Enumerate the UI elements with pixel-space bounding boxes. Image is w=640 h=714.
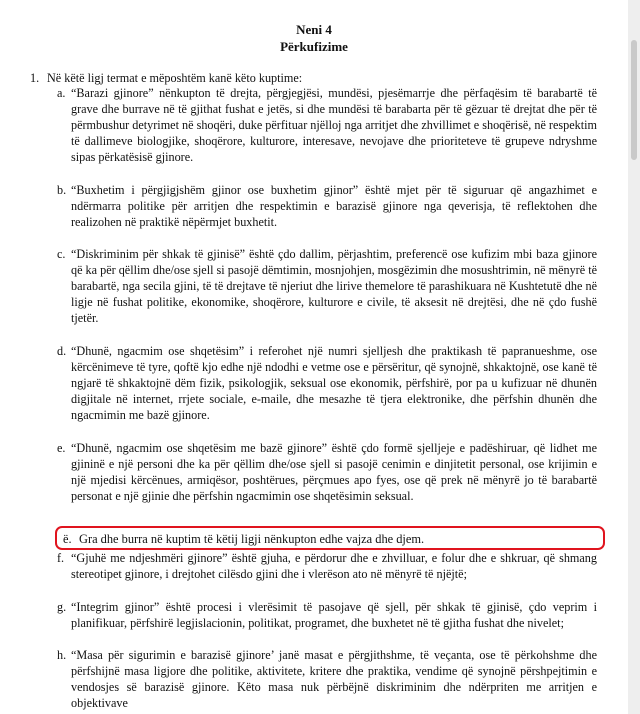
definition-marker: d.: [57, 344, 67, 358]
definition-marker: h.: [57, 648, 67, 662]
scrollbar-thumb[interactable]: [631, 40, 637, 160]
intro-text: Në këtë ligj termat e mëposhtëm kanë këto kuptime:: [47, 71, 303, 85]
highlighted-definition-box: [55, 526, 605, 550]
definition-text: “Integrim gjinor” është procesi i vlerësimit të pasojave që sjell, për shkak të gjinisë, çdo veprim i planifikuar, përfshirë legjislacionin, politikat, programet, dhe buxhetet në të gjitha fushat dhe nivelet;: [71, 600, 597, 630]
definition-b: [57, 182, 597, 230]
definition-text: “Diskriminim për shkak të gjinisë” është çdo dallim, përjashtim, preferencë ose kufizim mbi baza gjinore që ka për qëllim dhe/ose sjell si pasojë dëmtimin, mosnjohjen, mosgëzimin dhe mosushtrimin, në mënyrë të barabartë, nga secila gjini, të të drejtave të njeriut dhe lirive themelore të parashikuara në Kushtetutë dhe në ligje në fushat politike, ekonomike, shoqërore, kulturore e civile, të aksesit në drejtësi, dhe në çdo fushë tjetër.: [71, 247, 597, 325]
definition-g: [57, 599, 597, 631]
definition-marker: c.: [57, 247, 66, 261]
definition-marker: b.: [57, 183, 67, 197]
article-title: Përkufizime: [280, 39, 348, 54]
definition-text: “Masa për sigurimin e barazisë gjinore’ janë masat e përgjithshme, të veçanta, ose të përkohshme dhe përfshijnë masa ligjore dhe politike, aktivitete, kritere dhe praktika, vendime që synojnë përshpejtimin e vendosjes së barazisë gjinore. Këto masa nuk përbëjnë diskriminim dhe ndërpriten me arritjen e objektivave: [71, 648, 597, 710]
definition-marker: e.: [57, 441, 66, 455]
definition-a: [57, 85, 597, 165]
definition-marker: f.: [57, 551, 65, 565]
definition-marker: g.: [57, 600, 67, 614]
intro-number: 1.: [30, 71, 40, 85]
definition-text: “Barazi gjinore” nënkupton të drejta, përgjegjësi, mundësi, pjesëmarrje dhe përfaqësim të barabartë të grave dhe burrave në të gjithat fushat e jetës, si dhe mundësi të barabarta për të gëzuar të drejtat dhe për të përmbushur detyrimet në shoqëri, duke përfituar njëlloj nga arritjet dhe zhvillimet e shoqërisë, në respektim të dallimeve biologjike, shoqërore, kulturore, interesave, nevojave dhe prioriteteve të grupeve ndryshme sipas përkatësisë gjinore.: [71, 86, 597, 164]
definition-c: [57, 246, 597, 326]
definition-text: “Buxhetim i përgjigjshëm gjinor ose buxhetim gjinor” është mjet për të siguruar që angazhimet e ndërmarra politike për arritjen dhe respektimin e barazisë gjinore nga qeverisja, të reflektohen dhe realizohen në praktikë nëpërmjet buxhetit.: [71, 183, 597, 229]
definition-marker: a.: [57, 86, 66, 100]
vertical-scrollbar[interactable]: [628, 0, 640, 714]
article-number: Neni 4: [296, 22, 332, 37]
definition-text: “Dhunë, ngacmim ose shqetësim” i referohet një numri sjelljesh dhe praktikash të papranueshme, ose kërcënimeve të tyre, qoftë kjo edhe një ndodhi e vetme ose e përsëritur, që synojnë, shkaktojnë, ose kanë të ngjarë të shkaktojnë dëm fizik, psikologjik, seksual ose ekonomik, përfshirë, por pa u kufizuar në dhunën digjitale në internet, rrjete sociale, e-maile, dhe mesazhe të tjera elektronike, dhe përfshin dhunën dhe ngacmimin me bazë gjinore.: [71, 344, 597, 422]
definition-text: “Gjuhë me ndjeshmëri gjinore” është gjuha, e përdorur dhe e zhvilluar, e folur dhe e shkruar, që shmang stereotipet gjinore, i drejtohet cilësdo gjini dhe i vlerëson ato në mënyrë të njëjtë;: [71, 551, 597, 581]
definition-marker: ë.: [63, 532, 72, 546]
definition-d: [57, 343, 597, 423]
definition-e: [57, 440, 597, 504]
definition-h: [57, 647, 597, 711]
highlighted-definition-text: Gra dhe burra në kuptim të këtij ligji nënkupton edhe vajza dhe djem.: [79, 532, 425, 546]
definition-text: “Dhunë, ngacmim ose shqetësim me bazë gjinore” është çdo formë sjelljeje e padëshiruar, që lidhet me gjininë e një personi dhe ka për qëllim dhe/ose sjell si pasojë cenimin e dinjitetit personal, ose krijimin e një mjedisi kërcënues, armiqësor, poshtërues, përçmues apo fyes, ose që prek në mënyrë jo të barabartë personat e një gjinie dhe përfshin ngacmimin ose shqetësimin seksual.: [71, 441, 597, 503]
intro-paragraph: [30, 70, 570, 86]
definition-f: [57, 550, 597, 582]
